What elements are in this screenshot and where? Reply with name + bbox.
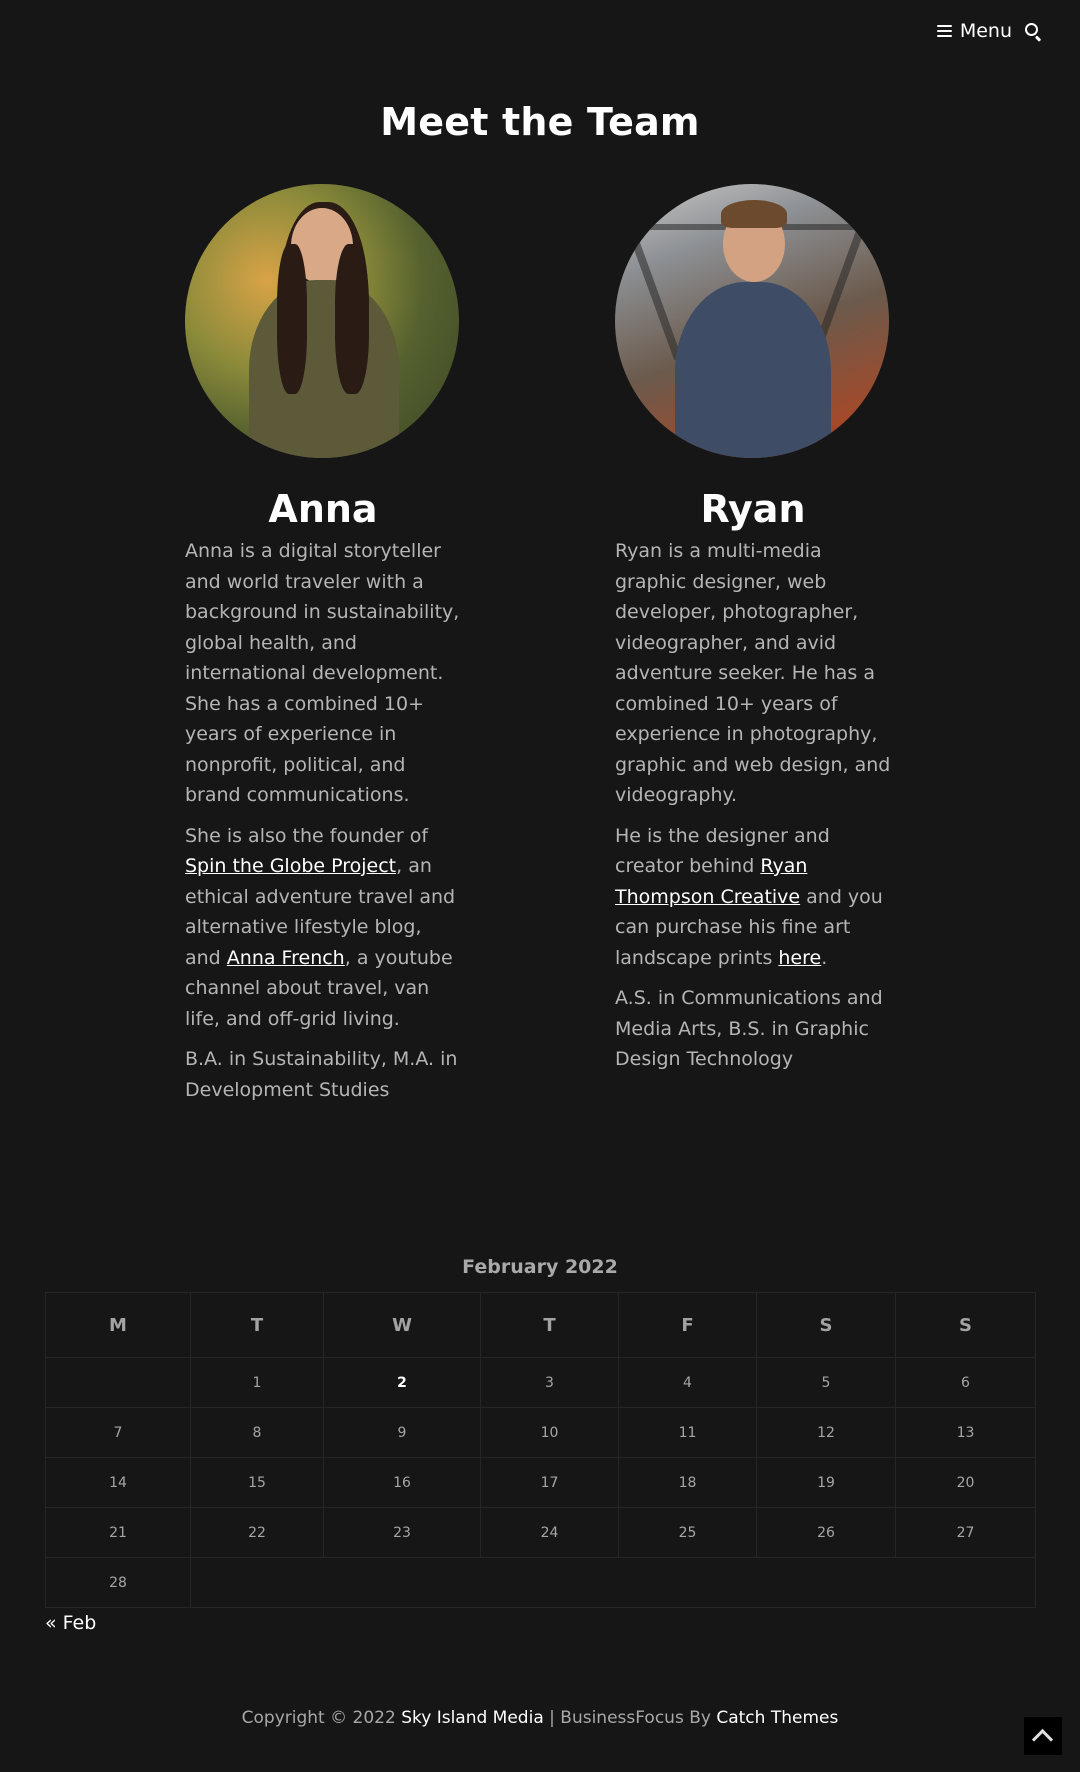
calendar-day: 24 (481, 1508, 619, 1558)
calendar-day: 8 (191, 1408, 324, 1458)
menu-toggle-button[interactable] (937, 20, 1012, 42)
calendar-week-row (46, 1408, 1036, 1458)
calendar-weekday-row (46, 1293, 1036, 1358)
calendar-weekday: F (619, 1293, 757, 1358)
calendar-table (45, 1292, 1036, 1608)
spin-the-globe-link[interactable]: Spin the Globe Project (185, 855, 397, 877)
bio-paragraph: Anna is a digital storyteller and world traveler with a background in sustainability, global health, and international development. She has a combined 10+ years of experience in nonprofit, political, and brand communications. (185, 540, 460, 806)
calendar-weekday: M (46, 1293, 191, 1358)
bio-text: She is also the founder of (185, 824, 429, 847)
search-icon[interactable] (1025, 23, 1043, 41)
calendar-day: 9 (324, 1408, 481, 1458)
calendar-day: 2 (324, 1358, 481, 1408)
calendar-day: 5 (757, 1358, 896, 1408)
calendar-day: 10 (481, 1408, 619, 1458)
site-footer (0, 1708, 1080, 1728)
ryan-thompson-creative-link[interactable]: Ryan Thompson Creative (615, 855, 808, 908)
bio-paragraph (615, 821, 891, 974)
bio-paragraph: B.A. in Sustainability, M.A. in Development Studies (185, 1048, 458, 1101)
anna-french-link[interactable]: Anna French (226, 946, 345, 969)
calendar-day: 25 (619, 1508, 757, 1558)
calendar-day: 16 (324, 1458, 481, 1508)
site-name-link[interactable]: Sky Island Media (401, 1708, 544, 1728)
scroll-to-top-button[interactable] (1024, 1717, 1062, 1755)
chevron-up-icon (1032, 1729, 1053, 1750)
calendar-pad (191, 1558, 1036, 1608)
bio-paragraph: A.S. in Communications and Media Arts, B.S. in Graphic Design Technology (615, 987, 883, 1070)
calendar-widget (45, 1256, 1035, 1634)
bio-paragraph (185, 821, 461, 1035)
calendar-day: 19 (757, 1458, 896, 1508)
calendar-weekday: T (191, 1293, 324, 1358)
calendar-week-row (46, 1358, 1036, 1408)
calendar-day: 23 (324, 1508, 481, 1558)
team-member-anna (185, 184, 461, 1105)
calendar-caption: February 2022 (462, 1256, 618, 1278)
copyright-text: Copyright © 2022 (241, 1708, 402, 1728)
page-title: Meet the Team (380, 100, 700, 144)
anna-photo (185, 184, 459, 458)
prints-here-link[interactable]: here (778, 946, 822, 969)
bio-text: , an ethical adventure travel and alternative lifestyle blog, and (185, 855, 456, 969)
ryan-photo (615, 184, 889, 458)
calendar-body (46, 1358, 1036, 1608)
calendar-day: 3 (481, 1358, 619, 1408)
calendar-day: 11 (619, 1408, 757, 1458)
calendar-day: 20 (896, 1458, 1036, 1508)
team-member-ryan (615, 184, 891, 1075)
bio-text: He is the designer and creator behind (615, 824, 830, 877)
calendar-day: 13 (896, 1408, 1036, 1458)
bio-paragraph: Ryan is a multi-media graphic designer, web developer, photographer, videographer, and avid adventure seeker. He has a combined 10+ years of experience in photography, graphic and web design, and videography. (615, 540, 891, 806)
calendar-nav (45, 1612, 1035, 1634)
bio-text: , a youtube channel about travel, van life, and off-grid living. (185, 946, 453, 1030)
member-bio (615, 536, 891, 1075)
calendar-day: 7 (46, 1408, 191, 1458)
calendar-day: 12 (757, 1408, 896, 1458)
calendar-weekday: T (481, 1293, 619, 1358)
calendar-day: 21 (46, 1508, 191, 1558)
calendar-weekday: W (324, 1293, 481, 1358)
member-bio (185, 536, 461, 1105)
theme-author-link[interactable]: Catch Themes (716, 1708, 839, 1728)
footer-separator: | BusinessFocus By (543, 1708, 717, 1728)
hamburger-icon (937, 25, 952, 38)
calendar-week-row (46, 1558, 1036, 1608)
bio-text: . (821, 946, 828, 969)
menu-label: Menu (959, 20, 1012, 42)
member-name: Ryan (700, 487, 806, 531)
calendar-day: 17 (481, 1458, 619, 1508)
calendar-day: 22 (191, 1508, 324, 1558)
calendar-day: 15 (191, 1458, 324, 1508)
site-header (0, 0, 1080, 64)
member-name: Anna (268, 487, 378, 531)
calendar-day: 1 (191, 1358, 324, 1408)
calendar-day (46, 1358, 191, 1408)
calendar-prev-month-link[interactable]: « Feb (45, 1612, 97, 1634)
bio-text: and you can purchase his fine art landscape prints (615, 885, 883, 969)
calendar-weekday: S (896, 1293, 1036, 1358)
calendar-day: 14 (46, 1458, 191, 1508)
calendar-week-row (46, 1508, 1036, 1558)
calendar-day: 6 (896, 1358, 1036, 1408)
calendar-day: 26 (757, 1508, 896, 1558)
calendar-day: 27 (896, 1508, 1036, 1558)
calendar-day: 4 (619, 1358, 757, 1408)
calendar-day: 18 (619, 1458, 757, 1508)
calendar-weekday: S (757, 1293, 896, 1358)
calendar-day: 28 (46, 1558, 191, 1608)
calendar-week-row (46, 1458, 1036, 1508)
